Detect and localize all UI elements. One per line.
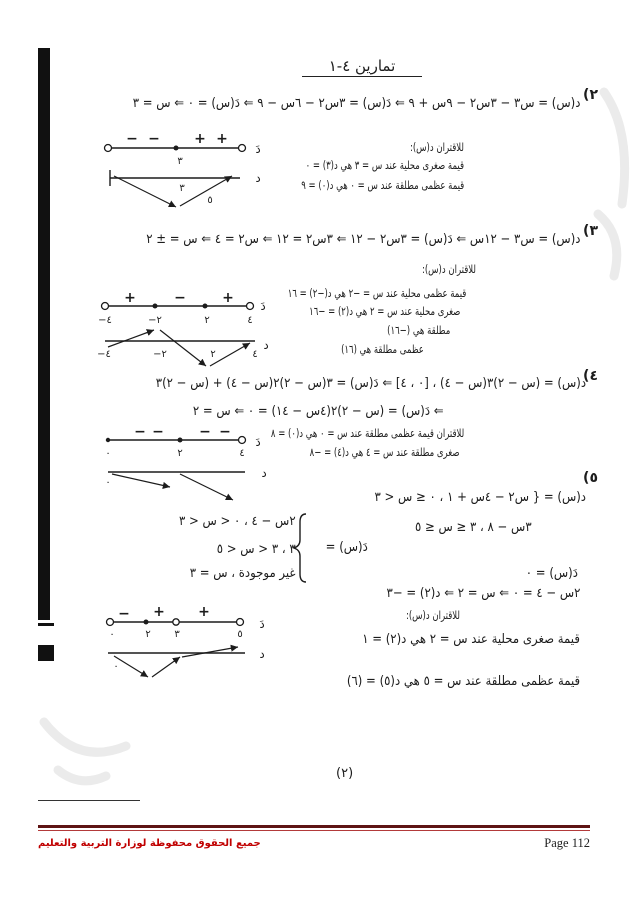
- watermark-stroke: [598, 214, 617, 276]
- sign-mark: +: [222, 290, 234, 306]
- solution-line: ⇐ دَ(س) = (س − ٢)٢(٤س − ١٤) = ٠ ⇐ س = ٢: [193, 404, 444, 419]
- critical-point: [174, 146, 179, 151]
- decreasing-arrow: [114, 176, 176, 207]
- extremum-note: قيمة عظمى مطلقة عند س = ٠ هي د(٠) = ٩: [301, 178, 464, 192]
- solution-line: د(س) = س٣ − ١٢س ⇐ دَ(س) = ٣س٢ − ١٢ ⇐ ٣س٢ = ١٢ ⇐ س٢ = ٤ ⇐ س = ± ٢: [145, 232, 580, 247]
- extremum-note: قيمة عظمى مطلقة عند س = ٥ هي د(٥) = (٦): [346, 674, 580, 689]
- exercise-label: ٤): [583, 368, 598, 384]
- derivative-piece: ٢س − ٤ ، ٠ < س < ٣: [179, 514, 296, 529]
- function-label: د: [261, 466, 267, 480]
- open-endpoint: [239, 145, 246, 152]
- sign-chart-3: [105, 424, 266, 500]
- open-endpoint: [105, 145, 112, 152]
- point-label: ٤: [252, 349, 258, 360]
- open-endpoint: [239, 437, 246, 444]
- point-label: ٢: [145, 629, 151, 640]
- point-label: ٠: [105, 477, 111, 488]
- point-label: ٢: [204, 315, 210, 326]
- footer-rights: جميع الحقوق محفوظة لوزارة التربية والتعليم: [38, 838, 261, 849]
- point-label: ٠: [105, 448, 111, 459]
- critical-point: [203, 304, 208, 309]
- notes-heading: للاقتران د(س):: [421, 262, 476, 276]
- sign-mark: +: [124, 290, 136, 306]
- derivative-label: دَ: [260, 299, 266, 313]
- critical-point: [144, 620, 149, 625]
- critical-point: [178, 438, 183, 443]
- notes-heading: للاقتران د(س):: [405, 608, 460, 622]
- open-endpoint: [237, 619, 244, 626]
- point-label: −٢: [148, 315, 162, 326]
- increasing-arrow: [108, 330, 154, 347]
- solution-line: د(س) = (س − ٢)٣(س − ٤) ، [٠ ، ٤] ⇐ دَ(س) = ٣(س − ٢)٢(س − ٤) + (س − ٢)٣: [155, 376, 586, 391]
- point-label: −٤: [98, 315, 112, 326]
- derivative-label: دَ: [259, 617, 265, 631]
- sign-chart-4: [107, 604, 265, 677]
- scan-edge-mark: [38, 623, 54, 626]
- solution-line: ٢س − ٤ = ٠ ⇐ س = ٢ ⇐ د(٢) = −٣: [386, 586, 580, 601]
- solution-line: د(س) = س٣ − ٣س٢ − ٩س + ٩ ⇐ دَ(س) = ٣س٢ − ٦س − ٩ ⇐ دَ(س) = ٠ ⇐ س = ٣: [132, 96, 580, 111]
- extremum-note: عظمى مطلقة هي (١٦): [341, 342, 424, 356]
- decreasing-arrow: [114, 656, 148, 677]
- increasing-arrow: [182, 647, 238, 657]
- sign-mark: +: [194, 131, 206, 147]
- open-endpoint: [107, 619, 114, 626]
- extremum-note: قيمة عظمى محلية عند س = −٢ هي د(−٢) = ١٦: [287, 286, 466, 300]
- function-label: د: [263, 338, 269, 352]
- point-label: ٥: [237, 629, 243, 640]
- sign-mark: −: [126, 131, 138, 147]
- extremum-note: قيمة صغرى محلية عند س = ٢ هي د(٢) = ١: [362, 632, 580, 647]
- scan-edge-bar: [38, 48, 50, 620]
- extremum-note: للاقتران قيمة عظمى مطلقة عند س = ٠ هي د(٠) = ٨: [270, 426, 464, 440]
- derivative-prefix: دَ(س) =: [325, 540, 368, 555]
- page-number: (٢): [336, 766, 354, 781]
- point-label: −٢: [153, 349, 167, 360]
- critical-point: [153, 304, 158, 309]
- sign-mark: +: [216, 131, 228, 147]
- exercise-label: ٣): [583, 223, 598, 239]
- watermark-stroke: [604, 92, 625, 204]
- extremum-note: صغرى مطلقة عند س = ٤ هي د(٤) = −٨: [310, 445, 460, 459]
- sign-mark: −: [199, 424, 211, 440]
- function-label: د: [255, 171, 261, 185]
- piecewise-definition: د(س) = { س٢ − ٤س + ١ ، ٠ ≤ س < ٣: [374, 490, 586, 505]
- derivative-label: دَ: [255, 142, 261, 156]
- sign-mark: +: [153, 604, 165, 620]
- point-label: −٤: [97, 349, 111, 360]
- notes-heading: للاقتران د(س):: [409, 140, 464, 154]
- exercise-label: ٥): [583, 470, 598, 486]
- watermark-stroke: [44, 722, 126, 752]
- extremum-note: مطلقة هي (−١٦): [386, 323, 450, 337]
- footer-rule-thin: [38, 830, 590, 831]
- closed-endpoint: [106, 438, 110, 442]
- sign-mark: −: [174, 290, 186, 306]
- decreasing-arrow: [160, 330, 206, 366]
- open-endpoint: [102, 303, 109, 310]
- increasing-arrow: [180, 176, 232, 206]
- sign-mark: −: [219, 424, 231, 440]
- point-label: ٣: [177, 156, 183, 167]
- extremum-note: قيمة صغرى محلية عند س = ٣ هي د(٣) = ٠: [305, 158, 464, 172]
- decreasing-arrow: [112, 474, 170, 487]
- extremum-note: صغرى محلية عند س = ٢ هي د(٢) = −١٦: [308, 304, 460, 318]
- derivative-piece: ٣ ، ٣ < س < ٥: [217, 542, 296, 557]
- derivative-piece: غير موجودة ، س = ٣: [190, 566, 296, 581]
- sign-mark: −: [118, 606, 130, 622]
- point-label: ٠: [113, 661, 119, 672]
- increasing-arrow: [210, 343, 250, 366]
- sign-mark: −: [134, 424, 146, 440]
- sign-mark: −: [152, 424, 164, 440]
- point-label: ٢: [177, 448, 183, 459]
- derivative-label: دَ: [255, 435, 261, 449]
- non-differentiable-point: [173, 619, 179, 625]
- point-label: ٠: [109, 629, 115, 640]
- footer-rule: [38, 825, 590, 828]
- piecewise-definition: ٣س − ٨ ، ٣ ≤ س ≤ ٥: [415, 520, 532, 535]
- sign-mark: −: [148, 131, 160, 147]
- footer-page-number: Page 112: [544, 836, 590, 850]
- sign-chart-2: [97, 290, 269, 366]
- sign-chart-1: [105, 131, 261, 207]
- point-label: ٢: [210, 349, 216, 360]
- point-label: ٣: [179, 183, 185, 194]
- point-label: ٥: [207, 195, 213, 206]
- page-title: تمارين ٤-١: [302, 57, 422, 77]
- open-endpoint: [247, 303, 254, 310]
- sign-mark: +: [198, 604, 210, 620]
- decreasing-arrow: [180, 474, 233, 500]
- watermark-stroke: [58, 770, 106, 781]
- exercise-label: ٢): [583, 87, 598, 103]
- scan-short-rule: [38, 800, 140, 801]
- point-label: ٤: [247, 315, 253, 326]
- point-label: ٣: [174, 629, 180, 640]
- function-label: د: [259, 647, 265, 661]
- point-label: ٤: [239, 448, 245, 459]
- scan-edge-block: [38, 645, 54, 661]
- increasing-arrow: [152, 657, 180, 677]
- solution-line: دَ(س) = ٠: [525, 566, 578, 581]
